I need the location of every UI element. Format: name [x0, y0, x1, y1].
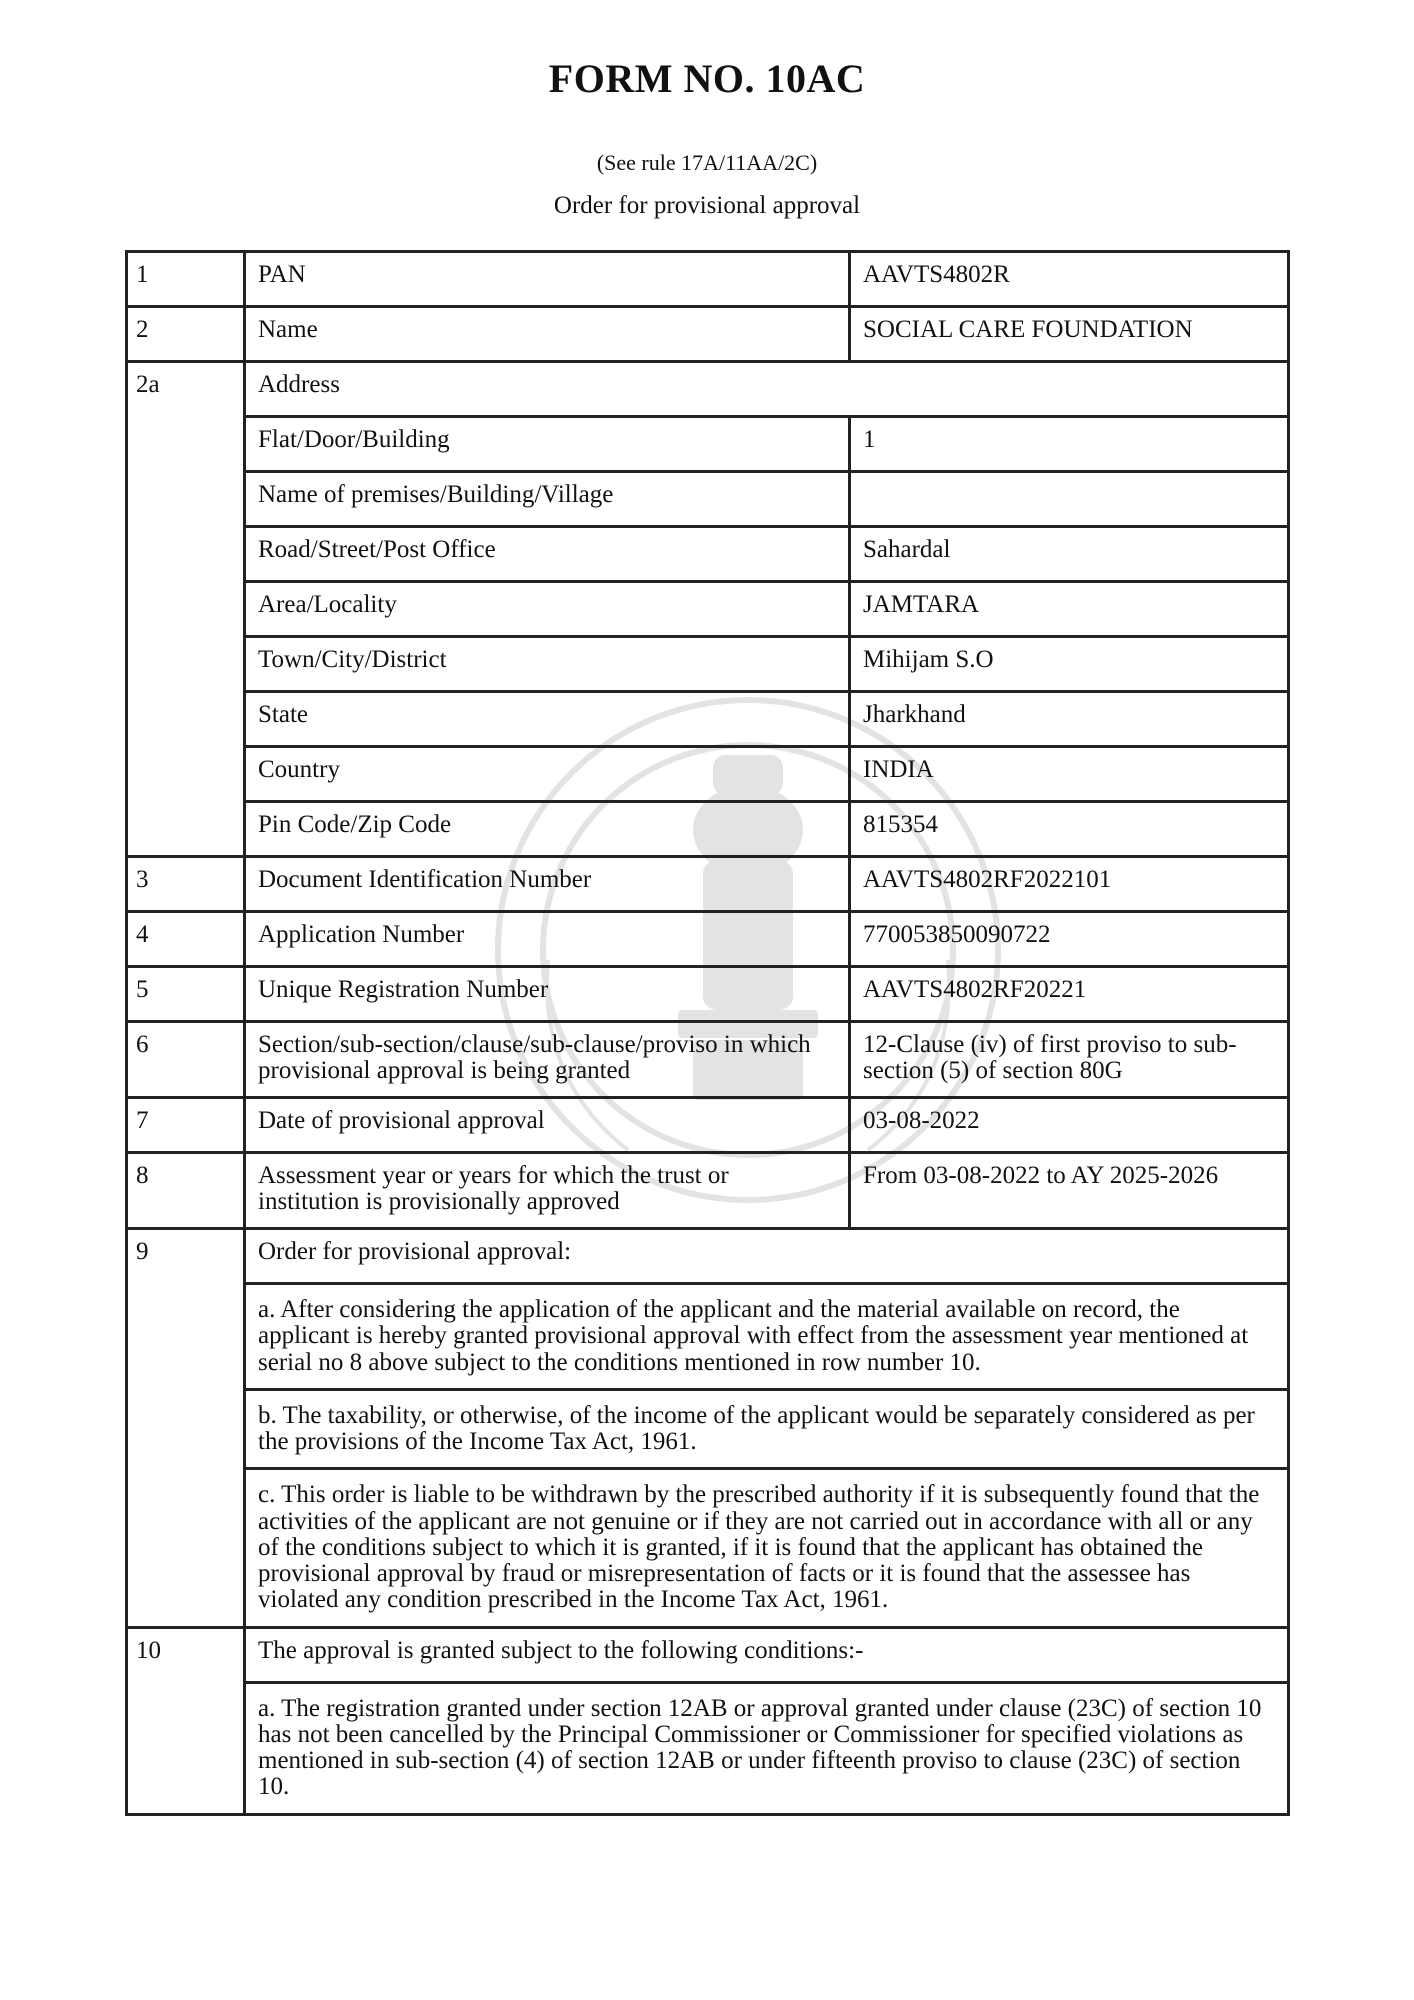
table-row — [127, 582, 1289, 637]
order-paragraph-c: c. This order is liable to be withdrawn by the prescribed authority if it is subsequently found that the activities of the applicant are not genuine or if they are not carried out in accordance with all or any of the conditions subject to which it is granted, if it is found that the applicant has obtained the provisional approval by fraud or misrepresentation of facts or it is found that the assessee has violated any condition prescribed in the Income Tax Act, 1961. — [245, 1469, 1289, 1627]
address-field-value: INDIA — [850, 747, 1289, 802]
table-row — [127, 1022, 1289, 1098]
table-row — [127, 1153, 1289, 1229]
assessment-year-label: Assessment year or years for which the trust or institution is provisionally approved — [245, 1153, 850, 1229]
row-number: 4 — [127, 912, 245, 967]
section-label: Section/sub-section/clause/sub-clause/proviso in which provisional approval is being granted — [245, 1022, 850, 1098]
order-heading: Order for provisional approval: — [245, 1229, 1289, 1284]
address-field-label: Country — [245, 747, 850, 802]
address-field-value: 815354 — [850, 802, 1289, 857]
table-row — [127, 1469, 1289, 1627]
row-number: 5 — [127, 967, 245, 1022]
table-row — [127, 747, 1289, 802]
row-number: 6 — [127, 1022, 245, 1098]
address-field-value — [850, 472, 1289, 527]
table-row — [127, 1098, 1289, 1153]
table-row — [127, 692, 1289, 747]
order-paragraph-b: b. The taxability, or otherwise, of the income of the applicant would be separately considered as per the provisions of the Income Tax Act, 1961. — [245, 1389, 1289, 1469]
address-field-value: JAMTARA — [850, 582, 1289, 637]
name-value: SOCIAL CARE FOUNDATION — [850, 307, 1289, 362]
row-number: 8 — [127, 1153, 245, 1229]
table-row — [127, 527, 1289, 582]
application-number-value: 770053850090722 — [850, 912, 1289, 967]
table-row — [127, 912, 1289, 967]
table-row — [127, 472, 1289, 527]
table-row — [127, 307, 1289, 362]
address-field-value: Mihijam S.O — [850, 637, 1289, 692]
table-row — [127, 857, 1289, 912]
address-field-label: Area/Locality — [245, 582, 850, 637]
address-label: Address — [245, 362, 1289, 417]
row-number: 1 — [127, 252, 245, 307]
table-row — [127, 802, 1289, 857]
row-number: 9 — [127, 1229, 245, 1628]
section-value: 12-Clause (iv) of first proviso to sub-section (5) of section 80G — [850, 1022, 1289, 1098]
table-row — [127, 417, 1289, 472]
assessment-year-value: From 03-08-2022 to AY 2025-2026 — [850, 1153, 1289, 1229]
pan-value: AAVTS4802R — [850, 252, 1289, 307]
row-number: 2a — [127, 362, 245, 857]
address-field-label: State — [245, 692, 850, 747]
urn-label: Unique Registration Number — [245, 967, 850, 1022]
approval-date-label: Date of provisional approval — [245, 1098, 850, 1153]
form-rule-reference: (See rule 17A/11AA/2C) — [596, 150, 818, 175]
address-field-value: Sahardal — [850, 527, 1289, 582]
form-table — [125, 250, 1290, 1816]
form-subtitle: Order for provisional approval — [553, 192, 861, 219]
row-number: 7 — [127, 1098, 245, 1153]
table-row — [127, 637, 1289, 692]
table-row — [127, 1389, 1289, 1469]
form-title: FORM NO. 10AC — [548, 56, 866, 101]
application-number-label: Application Number — [245, 912, 850, 967]
address-field-label: Name of premises/Building/Village — [245, 472, 850, 527]
name-label: Name — [245, 307, 850, 362]
order-paragraph-a: a. After considering the application of the applicant and the material available on record, the applicant is hereby granted provisional approval with effect from the assessment year mentioned at serial no 8 above subject to the conditions mentioned in row number 10. — [245, 1284, 1289, 1390]
address-field-value: 1 — [850, 417, 1289, 472]
address-field-label: Road/Street/Post Office — [245, 527, 850, 582]
row-number: 2 — [127, 307, 245, 362]
address-field-label: Town/City/District — [245, 637, 850, 692]
din-label: Document Identification Number — [245, 857, 850, 912]
row-number: 3 — [127, 857, 245, 912]
address-field-label: Flat/Door/Building — [245, 417, 850, 472]
table-row — [127, 362, 1289, 417]
table-row — [127, 967, 1289, 1022]
pan-label: PAN — [245, 252, 850, 307]
address-field-value: Jharkhand — [850, 692, 1289, 747]
urn-value: AAVTS4802RF20221 — [850, 967, 1289, 1022]
table-row — [127, 1284, 1289, 1390]
table-row — [127, 1229, 1289, 1284]
table-row — [127, 252, 1289, 307]
address-field-label: Pin Code/Zip Code — [245, 802, 850, 857]
din-value: AAVTS4802RF2022101 — [850, 857, 1289, 912]
table-row — [127, 1682, 1289, 1814]
condition-paragraph-a: a. The registration granted under section 12AB or approval granted under clause (23C) of section 10 has not been cancelled by the Principal Commissioner or Commissioner for specified violations as mentioned in sub-section (4) of section 12AB or under fifteenth proviso to clause (23C) of section 10. — [245, 1682, 1289, 1814]
conditions-heading: The approval is granted subject to the following conditions:- — [245, 1627, 1289, 1682]
table-row — [127, 1627, 1289, 1682]
approval-date-value: 03-08-2022 — [850, 1098, 1289, 1153]
row-number: 10 — [127, 1627, 245, 1814]
